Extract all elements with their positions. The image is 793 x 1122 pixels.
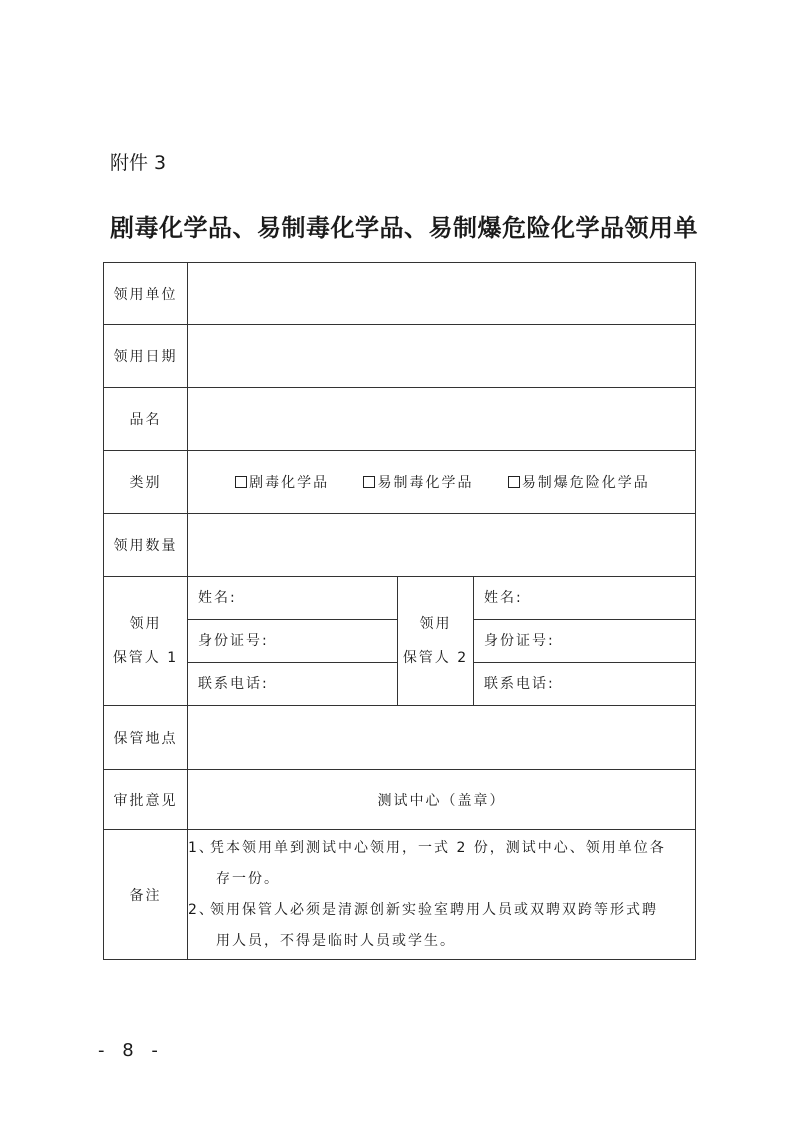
checkbox-label: 剧毒化学品 [249,475,330,491]
remark-number: 1、 [188,839,215,856]
remark-text-continued: 用人员，不得是临时人员或学生。 [216,932,456,949]
remark-text-continued: 存一份。 [216,870,280,887]
checkbox-precursor[interactable] [363,472,473,492]
row-name [104,388,696,451]
remark-item [188,895,695,926]
category-options [188,451,696,514]
checkbox-icon[interactable] [363,476,375,488]
custodian-2-id-field[interactable]: 身份证号: [474,620,695,663]
checkbox-label: 易制毒化学品 [377,475,474,491]
row-category [104,451,696,514]
label-product-name: 品名 [104,388,188,451]
checkbox-icon[interactable] [508,476,520,488]
custodian-1-name-field[interactable]: 姓名: [188,577,397,620]
label-custodian-1 [104,577,188,706]
remark-text: 凭本领用单到测试中心领用，一式 2 份，测试中心、领用单位各 [210,839,666,856]
row-quantity [104,514,696,577]
custodian-1-label-line2: 保管人 1 [112,650,179,666]
input-location[interactable] [188,706,696,770]
input-unit[interactable] [188,263,696,325]
label-custodian-2 [398,577,474,706]
row-location [104,706,696,770]
form-title: 剧毒化学品、易制毒化学品、易制爆危险化学品领用单 [110,214,698,242]
checkbox-icon[interactable] [235,476,247,488]
custodian-2-label-line2: 保管人 2 [402,650,469,666]
label-date: 领用日期 [104,325,188,388]
remarks-content [188,830,696,960]
row-custodians [104,577,696,706]
label-approval: 审批意见 [104,770,188,830]
label-remarks: 备注 [104,830,188,960]
checkbox-highly-toxic[interactable] [235,472,329,492]
remark-text: 领用保管人必须是清源创新实验室聘用人员或双聘双跨等形式聘 [210,901,658,918]
approval-stamp-text: 测试中心（盖章） [188,770,696,830]
input-date[interactable] [188,325,696,388]
remark-number: 2、 [188,901,215,918]
checkbox-label: 易制爆危险化学品 [521,475,650,491]
checkbox-explosive[interactable] [508,472,650,492]
page-number: - 8 - [98,1040,164,1061]
label-category: 类别 [104,451,188,514]
row-remarks [104,830,696,960]
custodian-2-fields [474,577,696,706]
label-quantity: 领用数量 [104,514,188,577]
remark-item [188,833,695,864]
label-location: 保管地点 [104,706,188,770]
row-date [104,325,696,388]
custodian-1-fields [188,577,398,706]
label-unit: 领用单位 [104,263,188,325]
custodian-2-label-line1: 领用 [419,616,452,632]
row-approval [104,770,696,830]
input-quantity[interactable] [188,514,696,577]
custodian-1-id-field[interactable]: 身份证号: [188,620,397,663]
input-product-name[interactable] [188,388,696,451]
requisition-form-table [103,262,696,960]
row-unit [104,263,696,325]
custodian-1-label-line1: 领用 [129,616,162,632]
custodian-2-phone-field[interactable]: 联系电话: [484,676,555,692]
custodian-1-phone-field[interactable]: 联系电话: [198,676,269,692]
attachment-label: 附件 3 [110,152,167,174]
custodian-2-name-field[interactable]: 姓名: [474,577,695,620]
